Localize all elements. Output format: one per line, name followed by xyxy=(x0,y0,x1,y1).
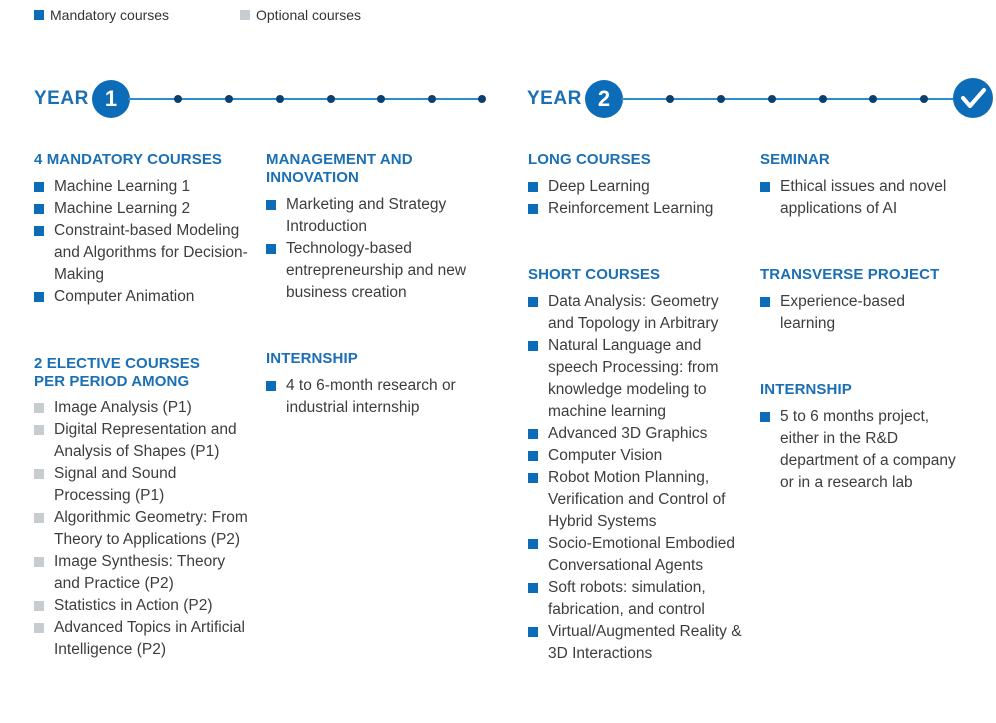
mandatory-bullet-icon xyxy=(34,204,44,214)
legend-optional-label: Optional courses xyxy=(256,7,362,23)
seminar-list xyxy=(760,176,975,220)
timeline-dot xyxy=(276,95,284,103)
mandatory-bullet-icon xyxy=(760,182,770,192)
year1-number-badge: 1 xyxy=(92,80,130,118)
list-item: Image Synthesis: Theory and Practice (P2) xyxy=(34,551,249,595)
mandatory-bullet-icon xyxy=(266,381,276,391)
mandatory-bullet-icon xyxy=(528,473,538,483)
mandatory-bullet-icon xyxy=(760,297,770,307)
list-item: Technology-based entrepreneurship and new business creation xyxy=(266,238,476,304)
completion-check-icon xyxy=(953,78,993,118)
list-item: Ethical issues and novel applications of AI xyxy=(760,176,975,220)
timeline-dot xyxy=(428,95,436,103)
legend-optional xyxy=(240,6,361,24)
list-item: Deep Learning xyxy=(528,176,753,198)
mandatory-bullet-icon xyxy=(528,297,538,307)
mandatory-bullet-icon xyxy=(266,244,276,254)
elective-courses-title: 2 ELECTIVE COURSES PER PERIOD AMONG xyxy=(34,355,201,390)
timeline-dot xyxy=(819,95,827,103)
list-item: Digital Representation and Analysis of Shapes (P1) xyxy=(34,419,249,463)
transverse-project-list xyxy=(760,291,960,335)
year1-internship-title: INTERNSHIP xyxy=(266,350,358,367)
list-item: Computer Animation xyxy=(34,286,259,308)
timeline-dot xyxy=(478,95,486,103)
mandatory-courses-list xyxy=(34,176,259,308)
mandatory-bullet-icon xyxy=(528,204,538,214)
mandatory-bullet-icon xyxy=(34,292,44,302)
long-courses-list xyxy=(528,176,753,220)
list-item: Machine Learning 2 xyxy=(34,198,259,220)
list-item: Image Analysis (P1) xyxy=(34,397,249,419)
list-item: 4 to 6-month research or industrial internship xyxy=(266,375,481,419)
year2-internship-title: INTERNSHIP xyxy=(760,381,852,398)
management-innovation-list xyxy=(266,194,476,304)
timeline-dot xyxy=(174,95,182,103)
list-item: Robot Motion Planning, Verification and Control of Hybrid Systems xyxy=(528,467,748,533)
legend-mandatory xyxy=(34,6,169,24)
list-item: Computer Vision xyxy=(528,445,748,467)
timeline-dot xyxy=(768,95,776,103)
list-item: Natural Language and speech Processing: from knowledge modeling to machine learning xyxy=(528,335,748,423)
year2-internship-list xyxy=(760,406,960,494)
long-courses-title: LONG COURSES xyxy=(528,151,651,168)
optional-bullet-icon xyxy=(34,469,44,479)
mandatory-bullet-icon xyxy=(34,226,44,236)
timeline-dot xyxy=(225,95,233,103)
mandatory-bullet-icon xyxy=(528,451,538,461)
optional-bullet-icon xyxy=(34,601,44,611)
list-item: Marketing and Strategy Introduction xyxy=(266,194,476,238)
timeline-dot xyxy=(717,95,725,103)
list-item: Soft robots: simulation, fabrication, and control xyxy=(528,577,748,621)
list-item: Reinforcement Learning xyxy=(528,198,753,220)
list-item: Constraint-based Modeling and Algorithms for Decision-Making xyxy=(34,220,259,286)
optional-bullet-icon xyxy=(34,425,44,435)
short-courses-list xyxy=(528,291,748,665)
timeline-dot xyxy=(377,95,385,103)
list-item: 5 to 6 months project, either in the R&D department of a company or in a research lab xyxy=(760,406,960,494)
year1-internship-list xyxy=(266,375,481,419)
list-item: Experience-based learning xyxy=(760,291,960,335)
list-item: Signal and Sound Processing (P1) xyxy=(34,463,249,507)
list-item: Statistics in Action (P2) xyxy=(34,595,249,617)
list-item: Advanced Topics in Artificial Intelligence (P2) xyxy=(34,617,249,661)
legend-mandatory-square-icon xyxy=(34,10,44,20)
timeline-dot xyxy=(920,95,928,103)
list-item: Algorithmic Geometry: From Theory to Applications (P2) xyxy=(34,507,249,551)
management-innovation-title: MANAGEMENT AND INNOVATION xyxy=(266,151,413,186)
mandatory-bullet-icon xyxy=(528,583,538,593)
optional-bullet-icon xyxy=(34,623,44,633)
mandatory-bullet-icon xyxy=(528,182,538,192)
mandatory-bullet-icon xyxy=(528,341,538,351)
timeline-dot xyxy=(666,95,674,103)
legend-optional-square-icon xyxy=(240,10,250,20)
mandatory-bullet-icon xyxy=(528,627,538,637)
checkmark-icon xyxy=(953,78,993,118)
mandatory-bullet-icon xyxy=(528,539,538,549)
list-item: Virtual/Augmented Reality & 3D Interactions xyxy=(528,621,748,665)
transverse-project-title: TRANSVERSE PROJECT xyxy=(760,266,940,283)
year2-label: YEAR xyxy=(527,88,582,109)
optional-bullet-icon xyxy=(34,557,44,567)
mandatory-bullet-icon xyxy=(266,200,276,210)
mandatory-bullet-icon xyxy=(34,182,44,192)
list-item: Socio-Emotional Embodied Conversational Agents xyxy=(528,533,748,577)
timeline-dot xyxy=(327,95,335,103)
optional-bullet-icon xyxy=(34,403,44,413)
year1-label: YEAR xyxy=(34,88,89,109)
seminar-title: SEMINAR xyxy=(760,151,830,168)
elective-courses-list xyxy=(34,397,249,661)
mandatory-courses-title: 4 MANDATORY COURSES xyxy=(34,151,223,168)
list-item: Data Analysis: Geometry and Topology in Arbitrary xyxy=(528,291,748,335)
timeline-dot xyxy=(869,95,877,103)
mandatory-bullet-icon xyxy=(528,429,538,439)
short-courses-title: SHORT COURSES xyxy=(528,266,661,283)
legend-mandatory-label: Mandatory courses xyxy=(50,7,170,23)
list-item: Machine Learning 1 xyxy=(34,176,259,198)
optional-bullet-icon xyxy=(34,513,44,523)
year2-number-badge: 2 xyxy=(585,80,623,118)
list-item: Advanced 3D Graphics xyxy=(528,423,748,445)
mandatory-bullet-icon xyxy=(760,412,770,422)
